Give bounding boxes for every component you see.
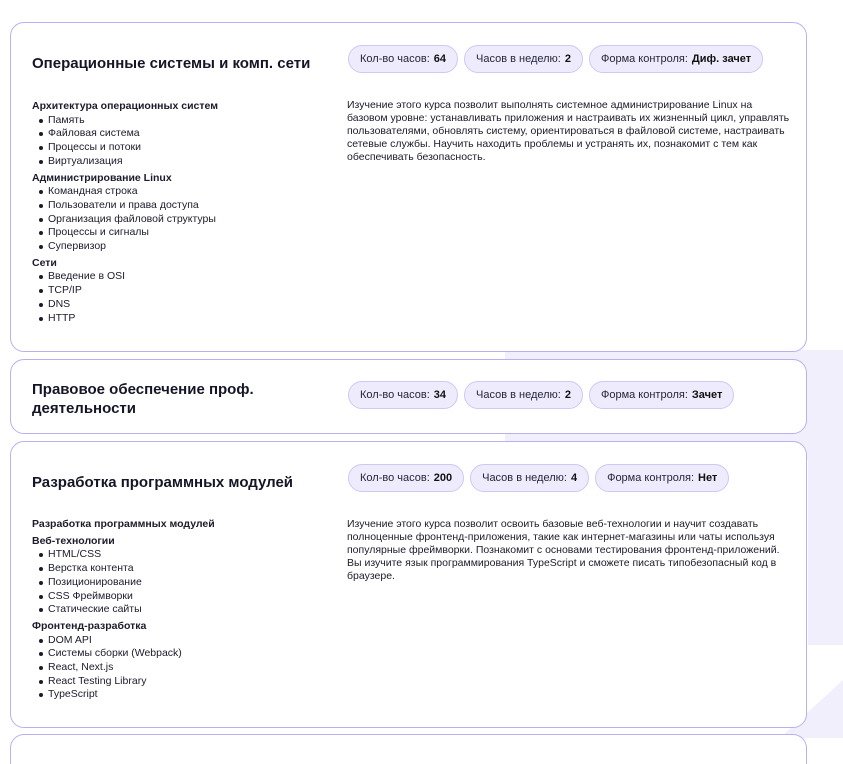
section-heading: Веб-технологии (32, 534, 115, 547)
weekly-value: 2 (564, 389, 571, 401)
control-value: Зачет (691, 389, 723, 401)
weekly-value: 4 (570, 472, 578, 484)
control-label: Форма контроля: (600, 389, 688, 401)
weekly-pill (464, 45, 583, 73)
section-heading: Фронтенд-разработка (32, 619, 147, 632)
list-item: HTTP (39, 312, 218, 326)
topic-list (32, 518, 215, 702)
course-title: Правовое обеспечение проф. деятельности (32, 381, 254, 417)
hours-value: 34 (433, 389, 446, 401)
control-pill (589, 381, 734, 409)
course-stats (348, 464, 729, 492)
topic-list (32, 100, 218, 325)
list-item: Память (39, 114, 218, 128)
weekly-label: Часов в неделю: (482, 472, 567, 484)
course-title: Операционные системы и комп. сети (32, 55, 311, 72)
course-title: Разработка программных модулей (32, 474, 294, 491)
background-stripe (808, 455, 843, 645)
list-item: Файловая система (39, 127, 218, 141)
hours-value: 64 (433, 53, 446, 65)
list-item: Верстка контента (39, 562, 215, 576)
list-item: Введение в OSI (39, 270, 218, 284)
course-description: Изучение этого курса позволит освоить базовые веб-технологии и научит создавать полноценные фронтенд-приложения, такие как интернет-магазины или чаты используя популярные фреймворки. Познакомит с основами тестирования фронтенд-приложений. Вы изучите язык программирования TypeScript и сможете писать типобезопасный код в браузере. (347, 518, 780, 582)
control-label: Форма контроля: (600, 53, 688, 65)
list-item: Супервизор (39, 240, 218, 254)
list-item: TypeScript (39, 688, 215, 702)
list-item: DNS (39, 298, 218, 312)
hours-label: Кол-во часов: (360, 472, 430, 484)
hours-pill (348, 381, 458, 409)
control-label: Форма контроля: (607, 472, 695, 484)
section-heading: Сети (32, 256, 57, 269)
course-description: Изучение этого курса позволит выполнять системное администрирование Linux на базовом уровне: устанавливать приложения и настраивать их жизненный цикл, управлять пользователями, обновлять систему, ориентироваться в файловой системе, настраивать сетевые службы. Научить находить проблемы и устранять их, познакомит с тем как обеспечивать безопасность. (347, 99, 790, 163)
list-item: Организация файловой структуры (39, 213, 218, 227)
weekly-value: 2 (564, 53, 571, 65)
list-item: Пользователи и права доступа (39, 199, 218, 213)
list-item: Процессы и потоки (39, 141, 218, 155)
hours-label: Кол-во часов: (360, 53, 430, 65)
list-item: CSS Фреймворки (39, 590, 215, 604)
weekly-label: Часов в неделю: (476, 389, 561, 401)
course-card-os (10, 22, 807, 352)
weekly-pill (470, 464, 589, 492)
module-subtitle: Разработка программных модулей (32, 518, 215, 530)
control-value: Нет (698, 472, 718, 484)
section-heading: Архитектура операционных систем (32, 100, 218, 112)
hours-label: Кол-во часов: (360, 389, 430, 401)
list-item: React Testing Library (39, 675, 215, 689)
list-item: Процессы и сигналы (39, 226, 218, 240)
course-stats (348, 381, 734, 409)
control-pill (589, 45, 763, 73)
course-card-law (10, 359, 807, 434)
control-pill (595, 464, 729, 492)
hours-pill (348, 464, 464, 492)
control-value: Диф. зачет (691, 53, 752, 65)
course-card-dev (10, 441, 807, 728)
course-card-next (10, 734, 807, 764)
list-item: Позиционирование (39, 576, 215, 590)
list-item: TCP/IP (39, 284, 218, 298)
list-item: DOM API (39, 634, 215, 648)
hours-pill (348, 45, 458, 73)
course-stats (348, 45, 763, 73)
list-item: Системы сборки (Webpack) (39, 647, 215, 661)
list-item: Командная строка (39, 185, 218, 199)
section-heading: Администрирование Linux (32, 171, 172, 184)
list-item: Виртуализация (39, 155, 218, 169)
list-item: React, Next.js (39, 661, 215, 675)
list-item: HTML/CSS (39, 548, 215, 562)
weekly-pill (464, 381, 583, 409)
list-item: Статические сайты (39, 603, 215, 617)
hours-value: 200 (433, 472, 453, 484)
weekly-label: Часов в неделю: (476, 53, 561, 65)
